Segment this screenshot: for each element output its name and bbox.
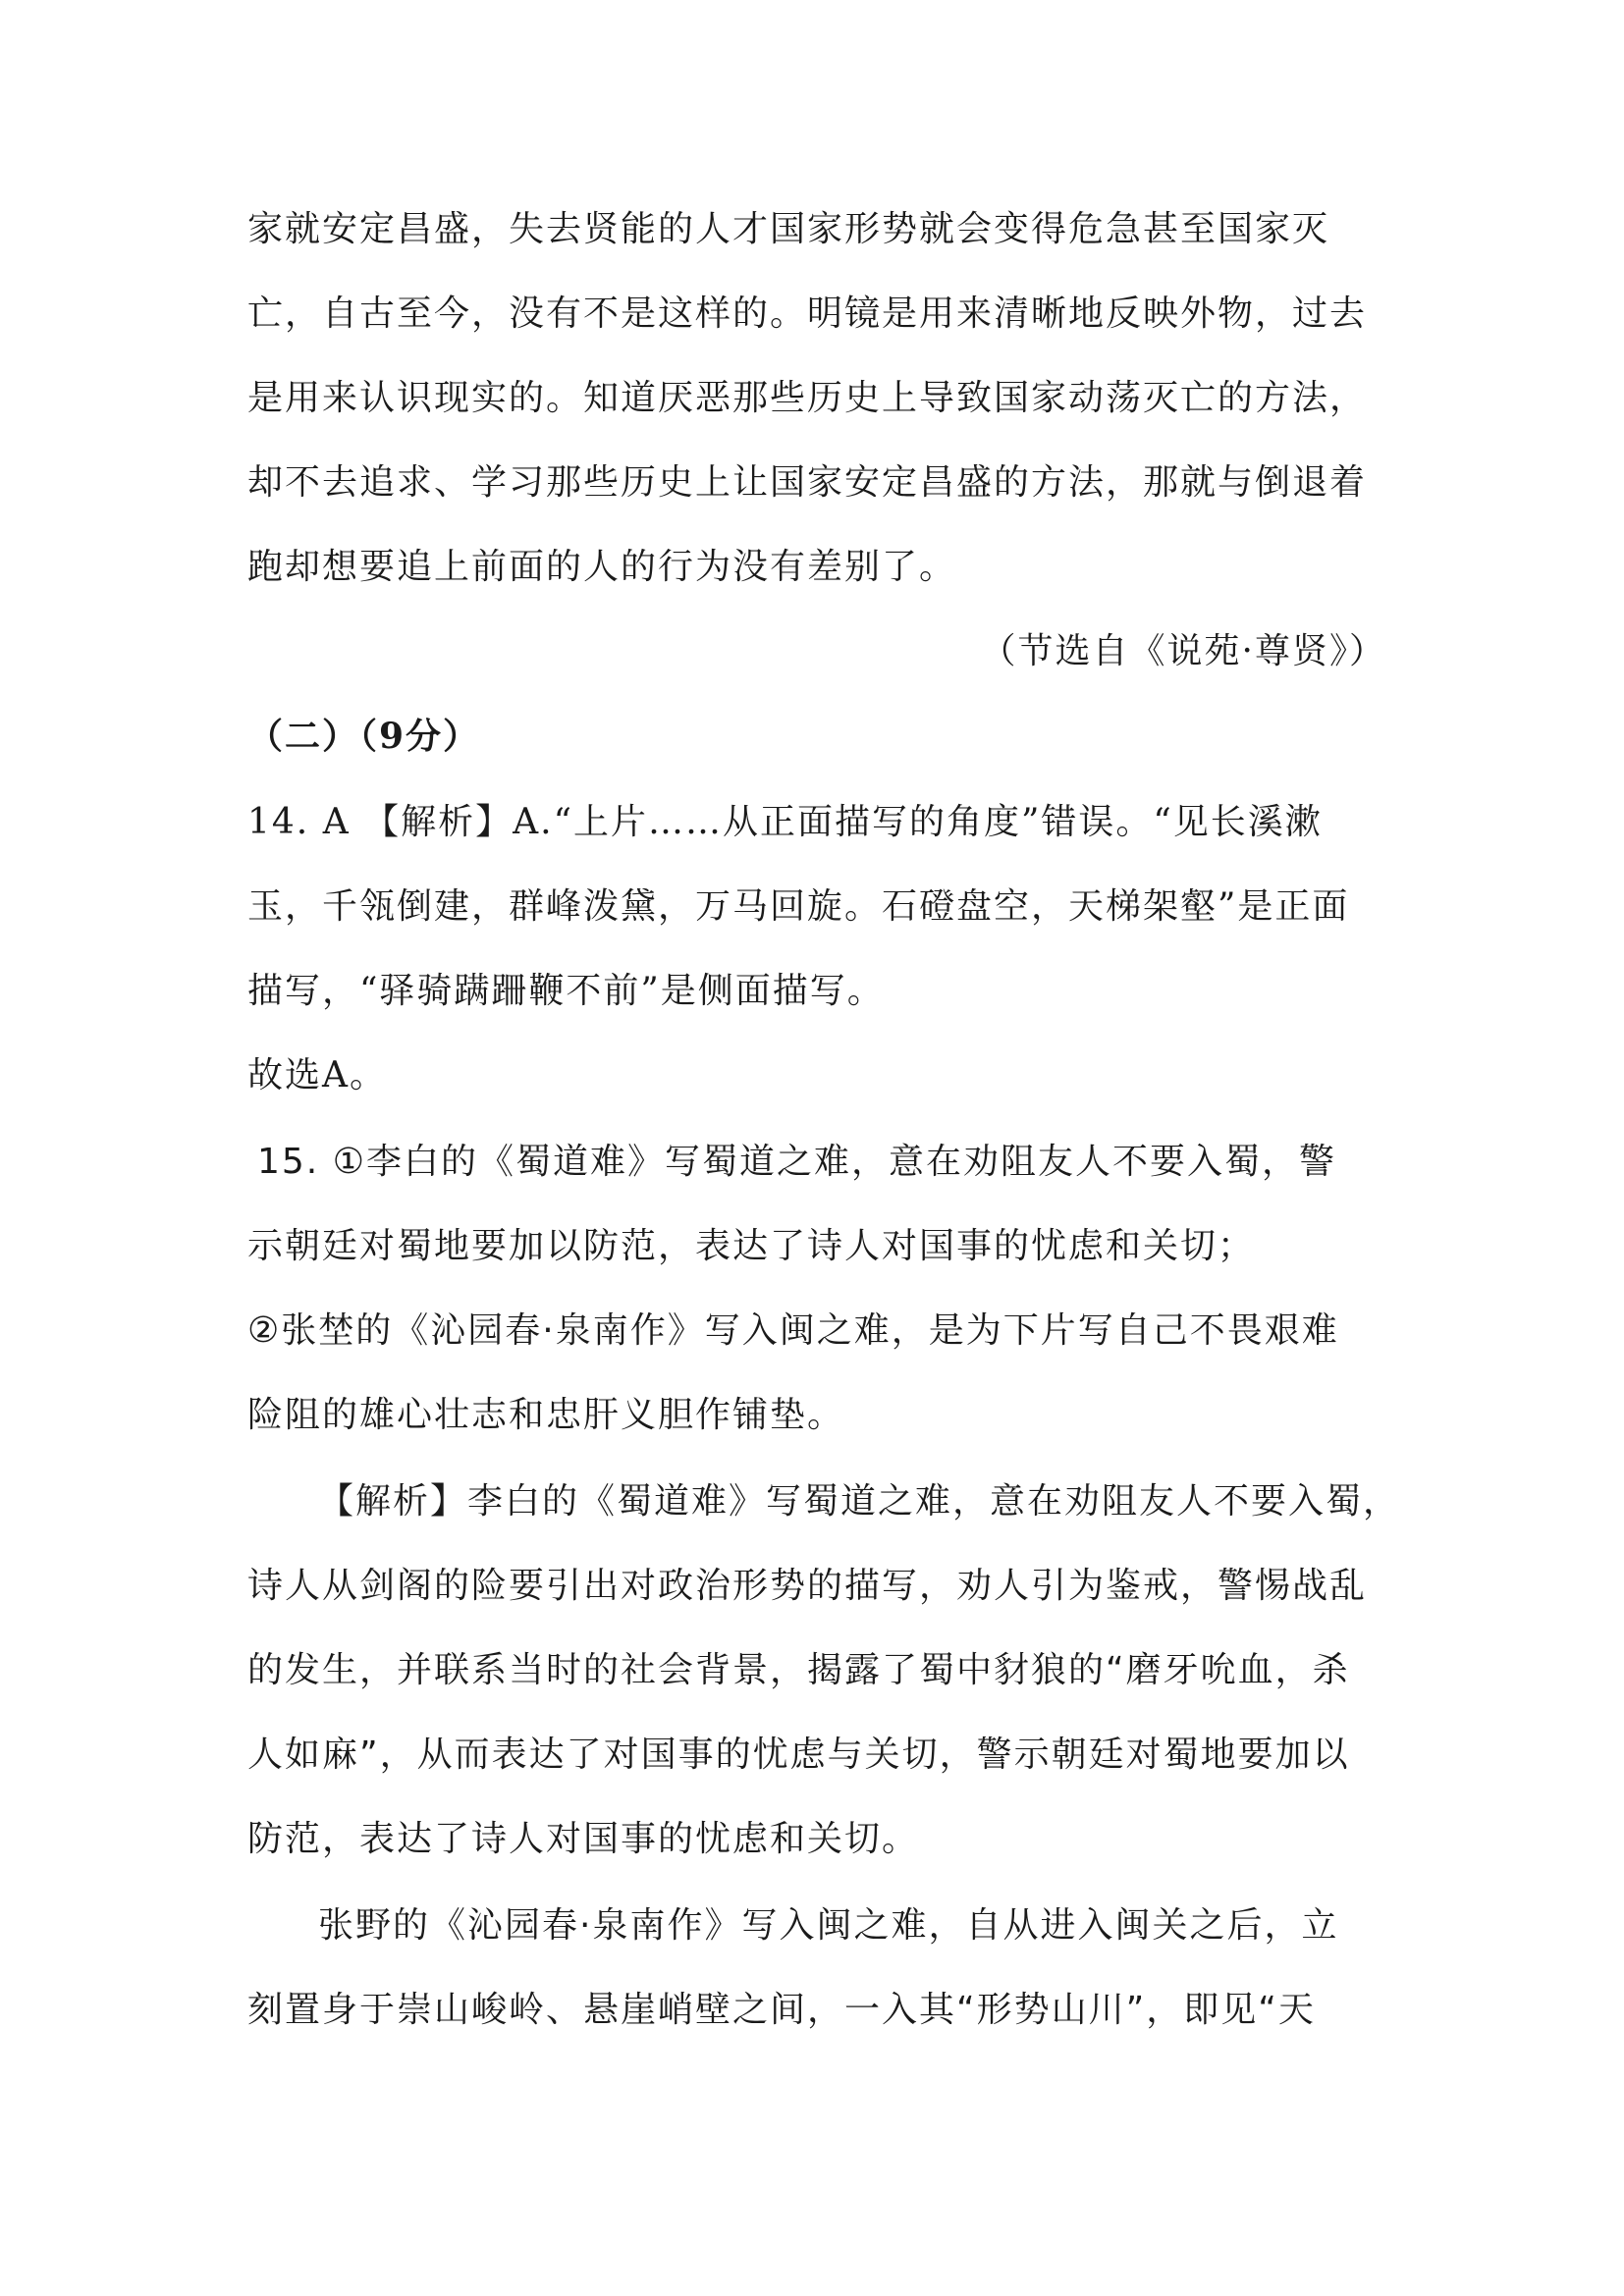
translation-line: 家就安定昌盛，失去贤能的人才国家形势就会变得危急甚至国家灭 xyxy=(247,209,1330,249)
analysis-line: 诗人从剑阁的险要引出对政治形势的描写，劝人引为鉴戒，警惕战乱 xyxy=(247,1566,1368,1606)
translation-line: 亡，自古至今，没有不是这样的。明镜是用来清晰地反映外物，过去 xyxy=(247,294,1368,334)
analysis-line: 【解析】李白的《蜀道难》写蜀道之难，意在劝阻友人不要入蜀， xyxy=(318,1481,1401,1522)
answer-line: 14. A 【解析】A.“上片……从正面描写的角度”错误。“见长溪漱 xyxy=(247,802,1323,842)
answer-line: ②张埜的《沁园春·泉南作》写入闽之难，是为下片写自己不畏艰难 xyxy=(247,1310,1339,1351)
analysis-line: 刻置身于崇山峻岭、悬崖峭壁之间，一入其“形势山川”，即见“天 xyxy=(247,1990,1316,2030)
answer-line: 玉，千瓴倒建，群峰泼黛，万马回旋。石磴盘空，天梯架壑”是正面 xyxy=(247,886,1350,927)
analysis-line: 的发生，并联系当时的社会背景，揭露了蜀中豺狼的“磨牙吮血，杀 xyxy=(247,1650,1350,1690)
translation-line: 是用来认识现实的。知道厌恶那些历史上导致国家动荡灭亡的方法， xyxy=(247,378,1368,418)
translation-line: 却不去追求、学习那些历史上让国家安定昌盛的方法，那就与倒退着 xyxy=(247,462,1368,503)
section-heading: （二）（9分） xyxy=(247,716,481,757)
translation-line: 跑却想要追上前面的人的行为没有差别了。 xyxy=(247,547,957,587)
analysis-line: 防范，表达了诗人对国事的忧虑和关切。 xyxy=(247,1819,920,1859)
analysis-line: 张野的《沁园春·泉南作》写入闽之难，自从进入闽关之后，立 xyxy=(318,1905,1339,1946)
answer-conclusion: 故选A。 xyxy=(247,1055,387,1095)
analysis-line: 人如麻”，从而表达了对国事的忧虑与关切，警示朝廷对蜀地要加以 xyxy=(247,1735,1350,1775)
answer-line: 示朝廷对蜀地要加以防范，表达了诗人对国事的忧虑和关切； xyxy=(247,1226,1256,1266)
answer-line: 15. ①李白的《蜀道难》写蜀道之难，意在劝阻友人不要入蜀，警 xyxy=(257,1142,1336,1182)
source-citation: （节选自《说苑·尊贤》） xyxy=(980,631,1386,671)
answer-line: 险阻的雄心壮志和忠肝义胆作铺垫。 xyxy=(247,1395,845,1435)
answer-line: 描写，“驿骑蹒跚鞭不前”是侧面描写。 xyxy=(247,971,885,1011)
